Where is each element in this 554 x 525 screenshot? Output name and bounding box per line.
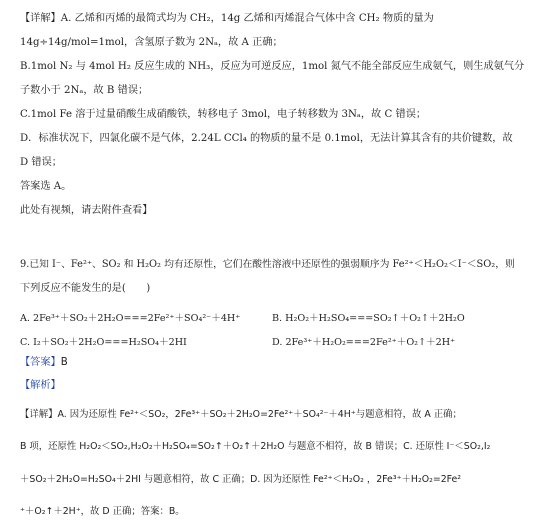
analysis-tag: 【解析】 bbox=[20, 380, 61, 391]
detail-line: D 错误； bbox=[20, 157, 62, 168]
option-c: C. I₂＋SO₂＋2H₂O===H₂SO₄＋2HI bbox=[20, 337, 187, 348]
option-a: A. 2Fe³⁺＋SO₂＋2H₂O===2Fe²⁺＋SO₄²⁻＋4H⁺ bbox=[20, 313, 241, 324]
answer-line bbox=[20, 356, 68, 370]
detail-line: ⁺＋O₂↑＋2H⁺，故 D 正确；答案：B。 bbox=[20, 506, 185, 517]
detail-line: 14g÷14g/mol=1mol，含氢原子数为 2Nₐ，故 A 正确； bbox=[20, 37, 283, 48]
option-d: D. 2Fe³⁺＋H₂O₂===2Fe²⁺＋O₂↑＋2H⁺ bbox=[272, 337, 456, 348]
detail-line: D．标准状况下，四氯化碳不是气体，2.24L CCl₄ 的物质的量不是 0.1mol，无法计算其含有的共价键数，故 bbox=[20, 133, 513, 144]
detail-line: ＋SO₂＋2H₂O=H₂SO₄＋2HI 与题意相符，故 C 正确；D. 因为还原性 Fe²⁺＜H₂O₂ ，2Fe³⁺＋H₂O₂=2Fe² bbox=[20, 474, 462, 485]
video-note: 此处有视频，请去附件查看】 bbox=[20, 205, 153, 216]
detail-line: 答案选 A。 bbox=[20, 181, 72, 192]
answer-tag: 【答案】 bbox=[20, 357, 61, 368]
detail-line: B.1mol N₂ 与 4mol H₂ 反应生成的 NH₃，反应为可逆反应，1mol 氮气不能全部反应生成氨气，则生成氨气分 bbox=[20, 61, 525, 72]
question-stem: 下列反应不能发生的是( ) bbox=[20, 283, 151, 294]
detail-line: C.1mol Fe 溶于过量硝酸生成硝酸铁，转移电子 3mol，电子转移数为 3Nₐ，故 C 错误； bbox=[20, 109, 427, 120]
detail-line: B 项，还原性 H₂O₂＜SO₂,H₂O₂＋H₂SO₄=SO₂↑＋O₂↑＋2H₂O 与题意不相符，故 B 错误；C. 还原性 I⁻＜SO₂,I₂ bbox=[20, 441, 491, 452]
answer-value: B bbox=[60, 357, 68, 368]
question-stem: 9.已知 I⁻、Fe²⁺、SO₂ 和 H₂O₂ 均有还原性，它们在酸性溶液中还原性的强弱顺序为 Fe²⁺＜H₂O₂＜I⁻＜SO₂，则 bbox=[20, 259, 515, 270]
detail-line: 【详解】A. 乙烯和丙烯的最简式均为 CH₂，14g 乙烯和丙烯混合气体中含 CH₂ 物质的量为 bbox=[20, 13, 434, 24]
option-b: B. H₂O₂＋H₂SO₄===SO₂↑＋O₂↑＋2H₂O bbox=[272, 313, 465, 324]
detail-line: 子数小于 2Nₐ，故 B 错误； bbox=[20, 85, 149, 96]
detail-line: 【详解】A. 因为还原性 Fe²⁺＜SO₂，2Fe³⁺＋SO₂＋2H₂O=2Fe²⁺＋SO₄²⁻＋4H⁺与题意相符，故 A 正确； bbox=[20, 409, 462, 420]
